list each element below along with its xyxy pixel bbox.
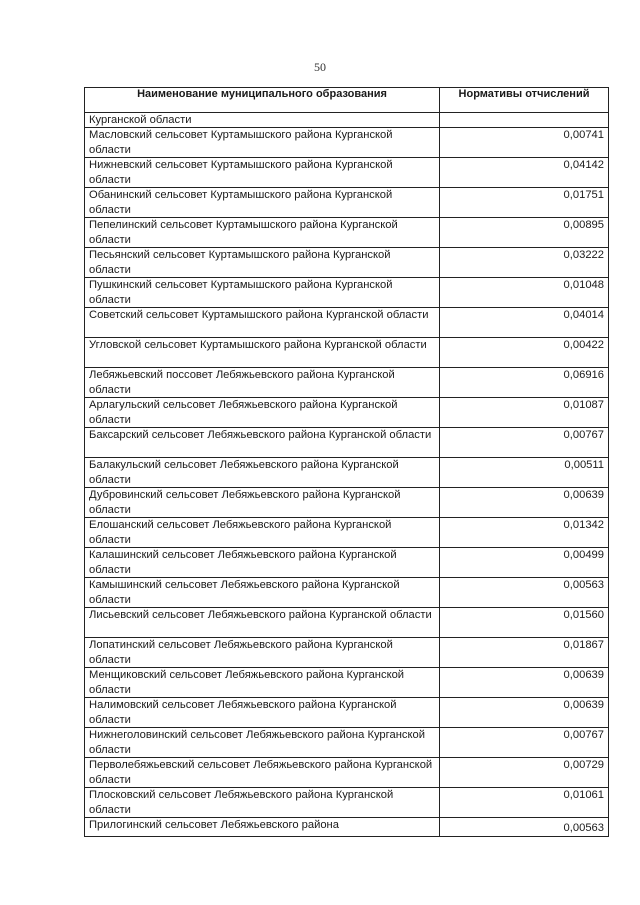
municipality-name: Камышинский сельсовет Лебяжьевского района Курганской области <box>85 578 440 608</box>
deduction-value: 0,00422 <box>440 338 609 368</box>
table-row <box>85 518 609 548</box>
table-row <box>85 248 609 278</box>
municipality-name: Перволебяжьевский сельсовет Лебяжьевского района Курганской области <box>85 758 440 788</box>
deduction-value: 0,00767 <box>440 428 609 458</box>
municipality-name: Лопатинский сельсовет Лебяжьевского района Курганской области <box>85 638 440 668</box>
table-row-continuation <box>85 113 609 128</box>
deduction-value: 0,01867 <box>440 638 609 668</box>
deduction-value: 0,00767 <box>440 728 609 758</box>
deduction-value: 0,06916 <box>440 368 609 398</box>
continuation-cell: Курганской области <box>85 113 440 128</box>
table-row <box>85 728 609 758</box>
deduction-value: 0,00639 <box>440 668 609 698</box>
header-norms: Нормативы отчислений <box>440 88 609 113</box>
municipality-name: Калашинский сельсовет Лебяжьевского района Курганской области <box>85 548 440 578</box>
municipality-name: Обанинский сельсовет Куртамышского района Курганской области <box>85 188 440 218</box>
deduction-value: 0,01342 <box>440 518 609 548</box>
municipality-name: Советский сельсовет Куртамышского района Курганской области <box>85 308 440 338</box>
table-row <box>85 458 609 488</box>
municipality-name: Налимовский сельсовет Лебяжьевского района Курганской области <box>85 698 440 728</box>
deduction-value: 0,00639 <box>440 488 609 518</box>
municipality-name: Масловский сельсовет Куртамышского района Курганской области <box>85 128 440 158</box>
deductions-table <box>84 87 609 837</box>
municipality-name: Прилогинский сельсовет Лебяжьевского района <box>85 818 440 836</box>
municipality-name: Угловской сельсовет Куртамышского района Курганской области <box>85 338 440 368</box>
deduction-value: 0,00563 <box>440 818 609 836</box>
table-row <box>85 158 609 188</box>
table-row <box>85 788 609 818</box>
deduction-value: 0,01087 <box>440 398 609 428</box>
municipality-name: Елошанский сельсовет Лебяжьевского района Курганской области <box>85 518 440 548</box>
table-row <box>85 638 609 668</box>
municipality-name: Пушкинский сельсовет Куртамышского района Курганской области <box>85 278 440 308</box>
municipality-name: Менщиковский сельсовет Лебяжьевского района Курганской области <box>85 668 440 698</box>
deduction-value: 0,00563 <box>440 578 609 608</box>
municipality-name: Нижневский сельсовет Куртамышского района Курганской области <box>85 158 440 188</box>
page-number: 50 <box>314 60 326 74</box>
table-row <box>85 428 609 458</box>
table-row <box>85 188 609 218</box>
table-row <box>85 308 609 338</box>
table-row <box>85 758 609 788</box>
deduction-value: 0,00895 <box>440 218 609 248</box>
deduction-value: 0,01751 <box>440 188 609 218</box>
deduction-value: 0,00499 <box>440 548 609 578</box>
table-row <box>85 608 609 638</box>
table-header-row <box>85 88 609 113</box>
municipality-name: Нижнеголовинский сельсовет Лебяжьевского района Курганской области <box>85 728 440 758</box>
table-row <box>85 668 609 698</box>
deduction-value: 0,00729 <box>440 758 609 788</box>
table-row <box>85 278 609 308</box>
deduction-value: 0,03222 <box>440 248 609 278</box>
table-row <box>85 368 609 398</box>
deduction-value: 0,01048 <box>440 278 609 308</box>
deduction-value: 0,00741 <box>440 128 609 158</box>
table-row <box>85 218 609 248</box>
deduction-value: 0,00511 <box>440 458 609 488</box>
table-row <box>85 818 609 836</box>
deduction-value: 0,04142 <box>440 158 609 188</box>
table-body <box>85 113 609 837</box>
municipality-name: Пепелинский сельсовет Куртамышского района Курганской области <box>85 218 440 248</box>
table-row <box>85 548 609 578</box>
deduction-value: 0,04014 <box>440 308 609 338</box>
deduction-value: 0,00639 <box>440 698 609 728</box>
table-row <box>85 398 609 428</box>
municipality-name: Дубровинский сельсовет Лебяжьевского района Курганской области <box>85 488 440 518</box>
table-row <box>85 128 609 158</box>
empty-value-cell <box>440 113 609 128</box>
municipality-name: Арлагульский сельсовет Лебяжьевского района Курганской области <box>85 398 440 428</box>
table-row <box>85 488 609 518</box>
deduction-value: 0,01560 <box>440 608 609 638</box>
table-row <box>85 698 609 728</box>
municipality-name: Баксарский сельсовет Лебяжьевского района Курганской области <box>85 428 440 458</box>
table-row <box>85 578 609 608</box>
municipality-name: Лебяжьевский поссовет Лебяжьевского района Курганской области <box>85 368 440 398</box>
municipality-name: Балакульский сельсовет Лебяжьевского района Курганской области <box>85 458 440 488</box>
header-municipality: Наименование муниципального образования <box>85 88 440 113</box>
municipality-name: Песьянский сельсовет Куртамышского района Курганской области <box>85 248 440 278</box>
municipality-name: Плосковский сельсовет Лебяжьевского района Курганской области <box>85 788 440 818</box>
municipality-name: Лисьевский сельсовет Лебяжьевского района Курганской области <box>85 608 440 638</box>
deduction-value: 0,01061 <box>440 788 609 818</box>
table-row <box>85 338 609 368</box>
